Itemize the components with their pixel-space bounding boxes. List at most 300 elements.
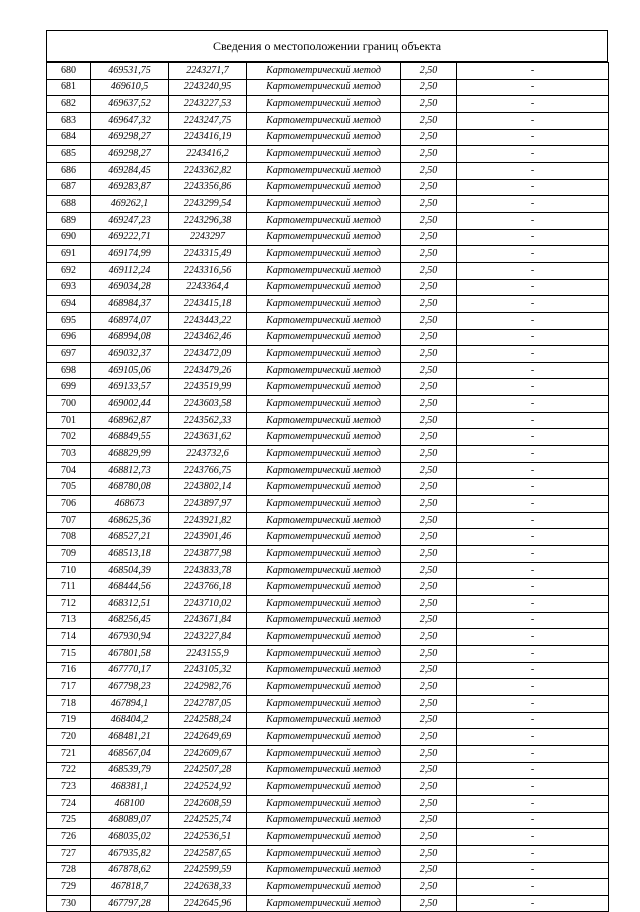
x-coordinate-cell: 467894,1 xyxy=(91,695,169,712)
table-row xyxy=(47,129,609,146)
y-coordinate-cell: 2242588,24 xyxy=(169,712,247,729)
point-number-cell: 706 xyxy=(47,496,91,513)
accuracy-cell: 2,50 xyxy=(401,246,457,263)
method-cell: Картометрический метод xyxy=(247,496,401,513)
y-coordinate-cell: 2243877,98 xyxy=(169,546,247,563)
method-cell: Картометрический метод xyxy=(247,212,401,229)
method-cell: Картометрический метод xyxy=(247,712,401,729)
accuracy-cell: 2,50 xyxy=(401,662,457,679)
y-coordinate-cell: 2243462,46 xyxy=(169,329,247,346)
x-coordinate-cell: 468984,37 xyxy=(91,296,169,313)
accuracy-cell: 2,50 xyxy=(401,262,457,279)
x-coordinate-cell: 469174,99 xyxy=(91,246,169,263)
description-cell: - xyxy=(457,129,609,146)
y-coordinate-cell: 2243732,6 xyxy=(169,446,247,463)
description-cell: - xyxy=(457,212,609,229)
accuracy-cell: 2,50 xyxy=(401,129,457,146)
x-coordinate-cell: 469032,37 xyxy=(91,346,169,363)
method-cell: Картометрический метод xyxy=(247,196,401,213)
point-number-cell: 708 xyxy=(47,529,91,546)
description-cell: - xyxy=(457,579,609,596)
description-cell: - xyxy=(457,645,609,662)
y-coordinate-cell: 2242638,33 xyxy=(169,879,247,896)
description-cell: - xyxy=(457,446,609,463)
table-row xyxy=(47,146,609,163)
description-cell: - xyxy=(457,262,609,279)
description-cell: - xyxy=(457,63,609,80)
accuracy-cell: 2,50 xyxy=(401,112,457,129)
point-number-cell: 712 xyxy=(47,596,91,613)
method-cell: Картометрический метод xyxy=(247,146,401,163)
x-coordinate-cell: 469262,1 xyxy=(91,196,169,213)
method-cell: Картометрический метод xyxy=(247,779,401,796)
point-number-cell: 710 xyxy=(47,562,91,579)
table-row xyxy=(47,679,609,696)
description-cell: - xyxy=(457,462,609,479)
method-cell: Картометрический метод xyxy=(247,579,401,596)
description-cell: - xyxy=(457,862,609,879)
accuracy-cell: 2,50 xyxy=(401,462,457,479)
x-coordinate-cell: 468994,08 xyxy=(91,329,169,346)
y-coordinate-cell: 2243921,82 xyxy=(169,512,247,529)
y-coordinate-cell: 2242649,69 xyxy=(169,729,247,746)
x-coordinate-cell: 469610,5 xyxy=(91,79,169,96)
accuracy-cell: 2,50 xyxy=(401,562,457,579)
description-cell: - xyxy=(457,596,609,613)
description-cell: - xyxy=(457,396,609,413)
method-cell: Картометрический метод xyxy=(247,79,401,96)
table-row xyxy=(47,612,609,629)
accuracy-cell: 2,50 xyxy=(401,579,457,596)
accuracy-cell: 2,50 xyxy=(401,812,457,829)
description-cell: - xyxy=(457,612,609,629)
point-number-cell: 714 xyxy=(47,629,91,646)
y-coordinate-cell: 2243416,2 xyxy=(169,146,247,163)
y-coordinate-cell: 2243802,14 xyxy=(169,479,247,496)
method-cell: Картометрический метод xyxy=(247,262,401,279)
point-number-cell: 719 xyxy=(47,712,91,729)
point-number-cell: 729 xyxy=(47,879,91,896)
table-row xyxy=(47,779,609,796)
table-row xyxy=(47,79,609,96)
x-coordinate-cell: 469283,87 xyxy=(91,179,169,196)
accuracy-cell: 2,50 xyxy=(401,862,457,879)
method-cell: Картометрический метод xyxy=(247,96,401,113)
y-coordinate-cell: 2243415,18 xyxy=(169,296,247,313)
accuracy-cell: 2,50 xyxy=(401,895,457,912)
description-cell: - xyxy=(457,812,609,829)
method-cell: Картометрический метод xyxy=(247,596,401,613)
description-cell: - xyxy=(457,496,609,513)
x-coordinate-cell: 469112,24 xyxy=(91,262,169,279)
description-cell: - xyxy=(457,562,609,579)
x-coordinate-cell: 468539,79 xyxy=(91,762,169,779)
y-coordinate-cell: 2243247,75 xyxy=(169,112,247,129)
method-cell: Картометрический метод xyxy=(247,63,401,80)
y-coordinate-cell: 2243603,58 xyxy=(169,396,247,413)
y-coordinate-cell: 2243227,84 xyxy=(169,629,247,646)
description-cell: - xyxy=(457,479,609,496)
accuracy-cell: 2,50 xyxy=(401,695,457,712)
x-coordinate-cell: 468527,21 xyxy=(91,529,169,546)
point-number-cell: 709 xyxy=(47,546,91,563)
point-number-cell: 683 xyxy=(47,112,91,129)
method-cell: Картометрический метод xyxy=(247,795,401,812)
method-cell: Картометрический метод xyxy=(247,412,401,429)
method-cell: Картометрический метод xyxy=(247,845,401,862)
accuracy-cell: 2,50 xyxy=(401,712,457,729)
y-coordinate-cell: 2242982,76 xyxy=(169,679,247,696)
x-coordinate-cell: 467770,17 xyxy=(91,662,169,679)
point-number-cell: 713 xyxy=(47,612,91,629)
table-row xyxy=(47,596,609,613)
table-row xyxy=(47,662,609,679)
table-row xyxy=(47,562,609,579)
y-coordinate-cell: 2243299,54 xyxy=(169,196,247,213)
method-cell: Картометрический метод xyxy=(247,346,401,363)
point-number-cell: 687 xyxy=(47,179,91,196)
point-number-cell: 727 xyxy=(47,845,91,862)
table-row xyxy=(47,212,609,229)
table-row xyxy=(47,629,609,646)
y-coordinate-cell: 2243631,62 xyxy=(169,429,247,446)
point-number-cell: 682 xyxy=(47,96,91,113)
y-coordinate-cell: 2243833,78 xyxy=(169,562,247,579)
y-coordinate-cell: 2243766,18 xyxy=(169,579,247,596)
description-cell: - xyxy=(457,546,609,563)
point-number-cell: 697 xyxy=(47,346,91,363)
table-row xyxy=(47,712,609,729)
y-coordinate-cell: 2243364,4 xyxy=(169,279,247,296)
point-number-cell: 722 xyxy=(47,762,91,779)
description-cell: - xyxy=(457,96,609,113)
y-coordinate-cell: 2243105,32 xyxy=(169,662,247,679)
table-row xyxy=(47,446,609,463)
accuracy-cell: 2,50 xyxy=(401,179,457,196)
table-row xyxy=(47,229,609,246)
table-row xyxy=(47,579,609,596)
accuracy-cell: 2,50 xyxy=(401,296,457,313)
method-cell: Картометрический метод xyxy=(247,612,401,629)
method-cell: Картометрический метод xyxy=(247,379,401,396)
method-cell: Картометрический метод xyxy=(247,246,401,263)
description-cell: - xyxy=(457,629,609,646)
method-cell: Картометрический метод xyxy=(247,729,401,746)
y-coordinate-cell: 2243671,84 xyxy=(169,612,247,629)
accuracy-cell: 2,50 xyxy=(401,196,457,213)
description-cell: - xyxy=(457,762,609,779)
x-coordinate-cell: 468974,07 xyxy=(91,312,169,329)
accuracy-cell: 2,50 xyxy=(401,212,457,229)
description-cell: - xyxy=(457,429,609,446)
accuracy-cell: 2,50 xyxy=(401,329,457,346)
x-coordinate-cell: 468812,73 xyxy=(91,462,169,479)
point-number-cell: 694 xyxy=(47,296,91,313)
point-number-cell: 684 xyxy=(47,129,91,146)
point-number-cell: 728 xyxy=(47,862,91,879)
point-number-cell: 721 xyxy=(47,745,91,762)
description-cell: - xyxy=(457,296,609,313)
description-cell: - xyxy=(457,346,609,363)
y-coordinate-cell: 2242507,28 xyxy=(169,762,247,779)
description-cell: - xyxy=(457,529,609,546)
accuracy-cell: 2,50 xyxy=(401,312,457,329)
y-coordinate-cell: 2242524,92 xyxy=(169,779,247,796)
method-cell: Картометрический метод xyxy=(247,162,401,179)
method-cell: Картометрический метод xyxy=(247,879,401,896)
y-coordinate-cell: 2243901,46 xyxy=(169,529,247,546)
accuracy-cell: 2,50 xyxy=(401,146,457,163)
accuracy-cell: 2,50 xyxy=(401,762,457,779)
point-number-cell: 715 xyxy=(47,645,91,662)
method-cell: Картометрический метод xyxy=(247,695,401,712)
table-row xyxy=(47,845,609,862)
table-row xyxy=(47,795,609,812)
description-cell: - xyxy=(457,312,609,329)
accuracy-cell: 2,50 xyxy=(401,412,457,429)
y-coordinate-cell: 2243240,95 xyxy=(169,79,247,96)
point-number-cell: 680 xyxy=(47,63,91,80)
point-number-cell: 691 xyxy=(47,246,91,263)
description-cell: - xyxy=(457,695,609,712)
table-row xyxy=(47,695,609,712)
x-coordinate-cell: 468100 xyxy=(91,795,169,812)
accuracy-cell: 2,50 xyxy=(401,745,457,762)
y-coordinate-cell: 2242609,67 xyxy=(169,745,247,762)
x-coordinate-cell: 469222,71 xyxy=(91,229,169,246)
x-coordinate-cell: 468035,02 xyxy=(91,829,169,846)
point-number-cell: 685 xyxy=(47,146,91,163)
x-coordinate-cell: 468513,18 xyxy=(91,546,169,563)
x-coordinate-cell: 468404,2 xyxy=(91,712,169,729)
point-number-cell: 693 xyxy=(47,279,91,296)
method-cell: Картометрический метод xyxy=(247,479,401,496)
table-row xyxy=(47,196,609,213)
point-number-cell: 689 xyxy=(47,212,91,229)
y-coordinate-cell: 2243472,09 xyxy=(169,346,247,363)
description-cell: - xyxy=(457,146,609,163)
accuracy-cell: 2,50 xyxy=(401,612,457,629)
method-cell: Картометрический метод xyxy=(247,312,401,329)
y-coordinate-cell: 2243155,9 xyxy=(169,645,247,662)
point-number-cell: 699 xyxy=(47,379,91,396)
description-cell: - xyxy=(457,229,609,246)
description-cell: - xyxy=(457,729,609,746)
x-coordinate-cell: 469034,28 xyxy=(91,279,169,296)
table-row xyxy=(47,762,609,779)
y-coordinate-cell: 2242608,59 xyxy=(169,795,247,812)
x-coordinate-cell: 468673 xyxy=(91,496,169,513)
point-number-cell: 695 xyxy=(47,312,91,329)
y-coordinate-cell: 2243362,82 xyxy=(169,162,247,179)
y-coordinate-cell: 2243297 xyxy=(169,229,247,246)
method-cell: Картометрический метод xyxy=(247,679,401,696)
x-coordinate-cell: 469247,23 xyxy=(91,212,169,229)
point-number-cell: 724 xyxy=(47,795,91,812)
method-cell: Картометрический метод xyxy=(247,562,401,579)
description-cell: - xyxy=(457,329,609,346)
accuracy-cell: 2,50 xyxy=(401,362,457,379)
table-row xyxy=(47,162,609,179)
method-cell: Картометрический метод xyxy=(247,129,401,146)
y-coordinate-cell: 2243897,97 xyxy=(169,496,247,513)
accuracy-cell: 2,50 xyxy=(401,596,457,613)
method-cell: Картометрический метод xyxy=(247,662,401,679)
x-coordinate-cell: 468849,55 xyxy=(91,429,169,446)
description-cell: - xyxy=(457,845,609,862)
point-number-cell: 698 xyxy=(47,362,91,379)
x-coordinate-cell: 468567,04 xyxy=(91,745,169,762)
x-coordinate-cell: 469531,75 xyxy=(91,63,169,80)
method-cell: Картометрический метод xyxy=(247,462,401,479)
table-row xyxy=(47,729,609,746)
accuracy-cell: 2,50 xyxy=(401,829,457,846)
x-coordinate-cell: 467930,94 xyxy=(91,629,169,646)
table-row xyxy=(47,812,609,829)
method-cell: Картометрический метод xyxy=(247,745,401,762)
table-row xyxy=(47,329,609,346)
method-cell: Картометрический метод xyxy=(247,829,401,846)
table-row xyxy=(47,862,609,879)
accuracy-cell: 2,50 xyxy=(401,346,457,363)
point-number-cell: 730 xyxy=(47,895,91,912)
x-coordinate-cell: 467878,62 xyxy=(91,862,169,879)
table-row xyxy=(47,429,609,446)
accuracy-cell: 2,50 xyxy=(401,446,457,463)
accuracy-cell: 2,50 xyxy=(401,879,457,896)
x-coordinate-cell: 468481,21 xyxy=(91,729,169,746)
accuracy-cell: 2,50 xyxy=(401,546,457,563)
accuracy-cell: 2,50 xyxy=(401,512,457,529)
x-coordinate-cell: 469298,27 xyxy=(91,146,169,163)
y-coordinate-cell: 2242645,96 xyxy=(169,895,247,912)
method-cell: Картометрический метод xyxy=(247,396,401,413)
description-cell: - xyxy=(457,879,609,896)
description-cell: - xyxy=(457,362,609,379)
point-number-cell: 718 xyxy=(47,695,91,712)
y-coordinate-cell: 2243296,38 xyxy=(169,212,247,229)
x-coordinate-cell: 467801,58 xyxy=(91,645,169,662)
table-row xyxy=(47,63,609,80)
table-row xyxy=(47,512,609,529)
method-cell: Картометрический метод xyxy=(247,362,401,379)
method-cell: Картометрический метод xyxy=(247,446,401,463)
accuracy-cell: 2,50 xyxy=(401,162,457,179)
table-row xyxy=(47,112,609,129)
accuracy-cell: 2,50 xyxy=(401,279,457,296)
description-cell: - xyxy=(457,279,609,296)
x-coordinate-cell: 468312,51 xyxy=(91,596,169,613)
x-coordinate-cell: 468829,99 xyxy=(91,446,169,463)
description-cell: - xyxy=(457,795,609,812)
point-number-cell: 711 xyxy=(47,579,91,596)
table-title: Сведения о местоположении границ объекта xyxy=(46,30,608,62)
method-cell: Картометрический метод xyxy=(247,229,401,246)
table-row xyxy=(47,179,609,196)
point-number-cell: 688 xyxy=(47,196,91,213)
accuracy-cell: 2,50 xyxy=(401,379,457,396)
table-row xyxy=(47,412,609,429)
x-coordinate-cell: 468625,36 xyxy=(91,512,169,529)
x-coordinate-cell: 468504,39 xyxy=(91,562,169,579)
y-coordinate-cell: 2243710,02 xyxy=(169,596,247,613)
point-number-cell: 717 xyxy=(47,679,91,696)
accuracy-cell: 2,50 xyxy=(401,845,457,862)
x-coordinate-cell: 468444,56 xyxy=(91,579,169,596)
table-row xyxy=(47,246,609,263)
table-row xyxy=(47,895,609,912)
accuracy-cell: 2,50 xyxy=(401,529,457,546)
accuracy-cell: 2,50 xyxy=(401,63,457,80)
y-coordinate-cell: 2242599,59 xyxy=(169,862,247,879)
x-coordinate-cell: 468962,87 xyxy=(91,412,169,429)
method-cell: Картометрический метод xyxy=(247,645,401,662)
method-cell: Картометрический метод xyxy=(247,629,401,646)
table-row xyxy=(47,479,609,496)
table-row xyxy=(47,96,609,113)
description-cell: - xyxy=(457,662,609,679)
y-coordinate-cell: 2242525,74 xyxy=(169,812,247,829)
method-cell: Картометрический метод xyxy=(247,762,401,779)
x-coordinate-cell: 469647,32 xyxy=(91,112,169,129)
method-cell: Картометрический метод xyxy=(247,512,401,529)
accuracy-cell: 2,50 xyxy=(401,496,457,513)
table-row xyxy=(47,529,609,546)
point-number-cell: 705 xyxy=(47,479,91,496)
method-cell: Картометрический метод xyxy=(247,296,401,313)
table-row xyxy=(47,312,609,329)
method-cell: Картометрический метод xyxy=(247,429,401,446)
table-row xyxy=(47,879,609,896)
method-cell: Картометрический метод xyxy=(247,279,401,296)
method-cell: Картометрический метод xyxy=(247,112,401,129)
y-coordinate-cell: 2243315,49 xyxy=(169,246,247,263)
accuracy-cell: 2,50 xyxy=(401,645,457,662)
description-cell: - xyxy=(457,829,609,846)
method-cell: Картометрический метод xyxy=(247,179,401,196)
point-number-cell: 716 xyxy=(47,662,91,679)
table-row xyxy=(47,262,609,279)
method-cell: Картометрический метод xyxy=(247,862,401,879)
point-number-cell: 725 xyxy=(47,812,91,829)
description-cell: - xyxy=(457,196,609,213)
description-cell: - xyxy=(457,745,609,762)
description-cell: - xyxy=(457,712,609,729)
description-cell: - xyxy=(457,162,609,179)
boundary-sheet xyxy=(46,30,608,912)
point-number-cell: 720 xyxy=(47,729,91,746)
description-cell: - xyxy=(457,179,609,196)
y-coordinate-cell: 2243766,75 xyxy=(169,462,247,479)
method-cell: Картометрический метод xyxy=(247,546,401,563)
point-number-cell: 686 xyxy=(47,162,91,179)
point-number-cell: 703 xyxy=(47,446,91,463)
x-coordinate-cell: 467797,28 xyxy=(91,895,169,912)
description-cell: - xyxy=(457,112,609,129)
point-number-cell: 690 xyxy=(47,229,91,246)
x-coordinate-cell: 469133,57 xyxy=(91,379,169,396)
method-cell: Картометрический метод xyxy=(247,895,401,912)
y-coordinate-cell: 2242587,65 xyxy=(169,845,247,862)
x-coordinate-cell: 469637,52 xyxy=(91,96,169,113)
accuracy-cell: 2,50 xyxy=(401,779,457,796)
accuracy-cell: 2,50 xyxy=(401,96,457,113)
x-coordinate-cell: 467818,7 xyxy=(91,879,169,896)
point-number-cell: 692 xyxy=(47,262,91,279)
x-coordinate-cell: 469298,27 xyxy=(91,129,169,146)
y-coordinate-cell: 2242536,51 xyxy=(169,829,247,846)
accuracy-cell: 2,50 xyxy=(401,729,457,746)
